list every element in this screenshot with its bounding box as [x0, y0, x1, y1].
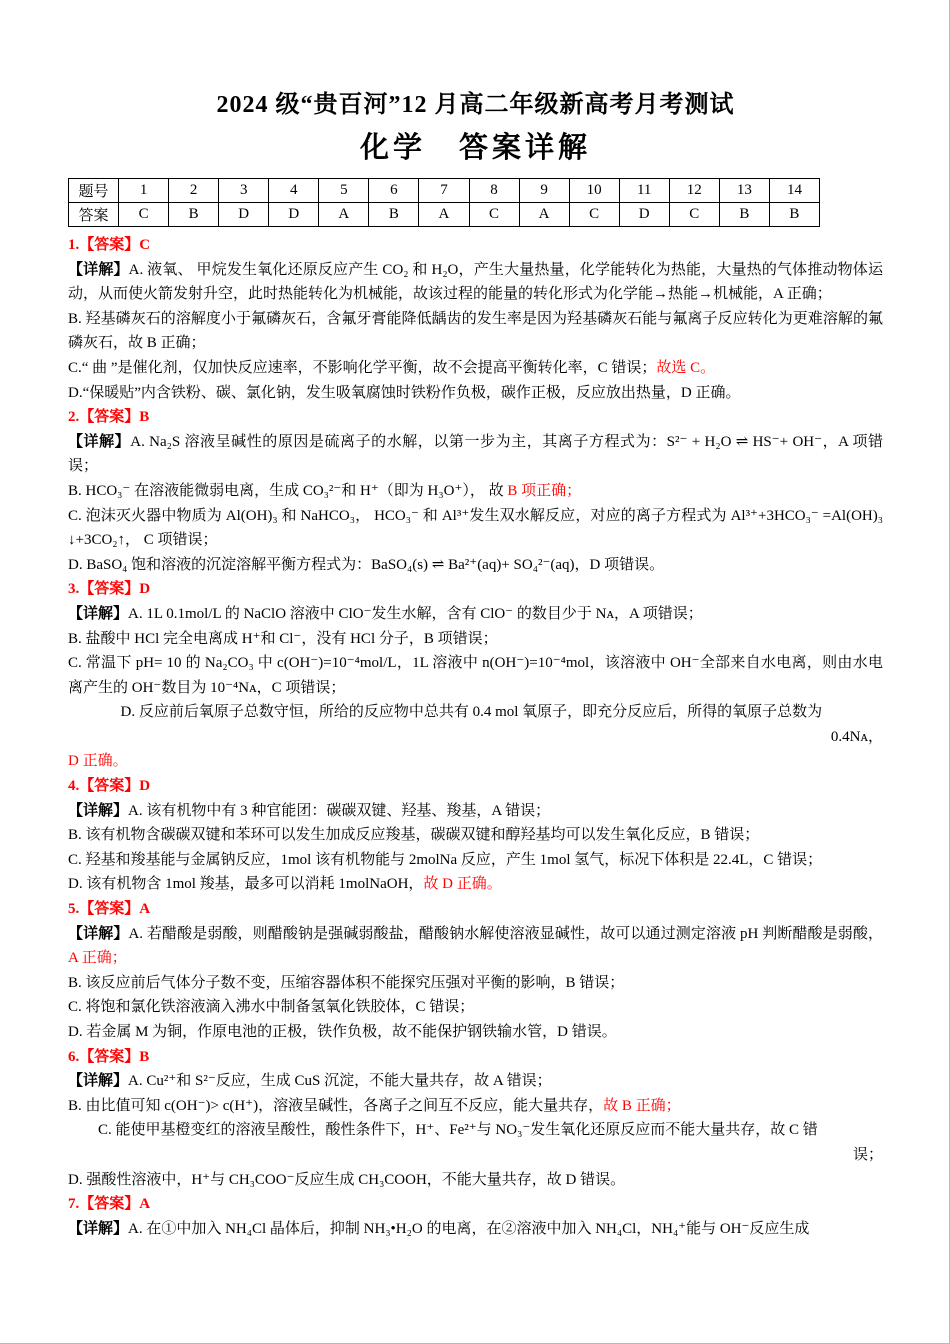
answer-table-cell: 2	[169, 179, 219, 203]
section-number: 4.	[68, 778, 80, 795]
answer-table-cell: 12	[669, 179, 719, 203]
explanation-paragraph	[68, 872, 883, 897]
text-run: B. 由比值可知 c(OH⁻)> c(H⁺)，溶液呈碱性，各离子之间互不反应，能大量共存，	[68, 1097, 604, 1114]
answer-label: 【答案】	[79, 778, 140, 795]
explanation-paragraph	[68, 258, 883, 307]
answer-table-cell: C	[119, 203, 169, 227]
answer-section	[68, 774, 883, 897]
answer-table-cell: D	[269, 203, 319, 227]
explanation-paragraph	[68, 479, 883, 504]
detail-label: 【详解】	[68, 1220, 129, 1237]
explanation-paragraph	[68, 971, 883, 996]
answer-table-cell: B	[169, 203, 219, 227]
answer-value: B	[139, 409, 150, 426]
detail-label: 【详解】	[68, 605, 129, 622]
section-number: 2.	[68, 409, 80, 426]
text-run: A. Cu²⁺和 S²⁻反应，生成 CuS 沉淀，不能大量共存，故 A 错误；	[128, 1073, 552, 1090]
answer-value: D	[139, 778, 151, 795]
answer-value: C	[139, 237, 151, 253]
answer-table-cell: D	[619, 203, 669, 227]
section-number: 3.	[68, 581, 80, 598]
section-answer-heading	[68, 233, 883, 258]
answer-value: B	[139, 1048, 150, 1065]
text-run: C.“ 曲 ”是催化剂，仅加快反应速率，不影响化学平衡，故不会提高平衡转化率，C 错误；	[68, 359, 657, 376]
answer-table-cell: C	[569, 203, 619, 227]
answer-table-cell: 3	[219, 179, 269, 203]
section-answer-heading	[68, 1192, 883, 1217]
text-run: A. 液氧、 甲烷发生氧化还原反应产生 CO₂ 和 H₂O，产生大量热量，化学能转化为热能，大量热的气体推动物体运动，从而使火箭发射升空，此时热能转化为机械能，故该过程的能量的转化形式为化学能→热能→机械能，A 正确；	[68, 261, 883, 303]
text-run: D.“保暖贴”内含铁粉、碳、氯化钠，发生吸氧腐蚀时铁粉作负极，碳作正极，反应放出热量，D 正确。	[68, 384, 741, 401]
answer-value: D	[139, 581, 151, 598]
answer-table-cell: 4	[269, 179, 319, 203]
detail-label: 【详解】	[68, 1073, 129, 1090]
explanation-paragraph	[68, 922, 883, 971]
answer-value: A	[139, 1196, 151, 1213]
explanation-paragraph	[68, 848, 883, 873]
answer-section	[68, 405, 883, 577]
explanation-paragraph	[68, 995, 883, 1020]
detail-label: 【详解】	[68, 433, 131, 450]
section-number: 7.	[68, 1196, 80, 1213]
explanation-paragraph	[68, 1168, 883, 1193]
sections-container	[68, 233, 883, 1241]
answer-table-cell: 8	[469, 179, 519, 203]
detail-label: 【详解】	[68, 261, 129, 278]
explanation-paragraph	[68, 627, 883, 652]
answer-table-cell: 7	[419, 179, 469, 203]
answer-table-cell: B	[369, 203, 419, 227]
explanation-paragraph	[68, 799, 883, 824]
explanation-paragraph	[68, 381, 883, 406]
highlight-text: D 正确。	[68, 753, 128, 770]
explanation-paragraph	[68, 651, 883, 700]
text-run: C. 羟基和羧基能与金属钠反应，1mol 该有机物能与 2molNa 反应，产生 1mol 氢气，标况下体积是 22.4L，C 错误；	[68, 851, 823, 868]
answer-table-cell: 10	[569, 179, 619, 203]
answer-section	[68, 897, 883, 1045]
text-run: D. 强酸性溶液中，H⁺与 CH₃COO⁻反应生成 CH₃COOH，不能大量共存，故 D 错误。	[68, 1171, 626, 1188]
highlight-text: A 正确；	[68, 950, 127, 967]
answer-table-cell: 11	[619, 179, 669, 203]
text-run: B. 羟基磷灰石的溶解度小于氟磷灰石，含氟牙膏能降低龋齿的发生率是因为羟基磷灰石能与氟离子反应转化为更难溶解的氟磷灰石，故 B 正确；	[68, 310, 883, 352]
section-number: 5.	[68, 901, 80, 918]
explanation-paragraph	[68, 1094, 883, 1119]
text-run: A. 在①中加入 NH₄Cl 晶体后，抑制 NH₃•H₂O 的电离，在②溶液中加入 NH₄Cl，NH₄⁺能与 OH⁻反应生成	[128, 1220, 810, 1237]
answer-label: 【答案】	[79, 901, 140, 918]
answer-table-cell: 6	[369, 179, 419, 203]
explanation-paragraph	[68, 1069, 883, 1094]
explanation-paragraph	[68, 1143, 883, 1168]
answer-label: 【答案】	[79, 581, 140, 598]
section-number: 6.	[68, 1048, 80, 1065]
text-run: D. BaSO₄ 饱和溶液的沉淀溶解平衡方程式为：BaSO₄(s) ⇌ Ba²⁺(aq)+ SO₄²⁻(aq)，D 项错误。	[68, 556, 665, 573]
text-run: D. 反应前后氧原子总数守恒，所给的反应物中总共有 0.4 mol 氧原子，即充分反应后，所得的氧原子总数为	[120, 704, 823, 721]
text-run: A. Na₂S 溶液呈碱性的原因是硫离子的水解，以第一步为主，其离子方程式为：S²⁻ + H₂O ⇌ HS⁻+ OH⁻，A 项错误；	[68, 433, 883, 475]
answer-table-header-cell: 题号	[69, 179, 119, 203]
answer-label: 【答案】	[79, 237, 140, 253]
text-run: 0.4Nᴀ，	[830, 728, 883, 745]
answer-table	[68, 178, 820, 227]
answer-section	[68, 233, 883, 405]
explanation-paragraph	[68, 700, 883, 725]
text-run: C. 将饱和氯化铁溶液滴入沸水中制备氢氧化铁胶体，C 错误；	[68, 999, 475, 1016]
text-run: A. 若醋酸是弱酸，则醋酸钠是强碱弱酸盐，醋酸钠水解使溶液显碱性，故可以通过测定溶液 pH 判断醋酸是弱酸，	[128, 925, 883, 942]
answer-table-cell: C	[669, 203, 719, 227]
answer-label: 【答案】	[79, 409, 140, 426]
text-run: A. 1L 0.1mol/L 的 NaClO 溶液中 ClO⁻发生水解，含有 ClO⁻ 的数目少于 Nᴀ，A 项错误；	[128, 605, 703, 622]
explanation-paragraph	[68, 504, 883, 553]
answer-table-row	[69, 179, 820, 203]
explanation-paragraph	[68, 307, 883, 356]
answer-table-cell: A	[519, 203, 569, 227]
text-run: B. HCO₃⁻ 在溶液能微弱电离，生成 CO₃²⁻和 H⁺（即为 H₃O⁺）， 故	[68, 482, 508, 499]
section-answer-heading	[68, 577, 883, 602]
section-answer-heading	[68, 1045, 883, 1070]
section-answer-heading	[68, 774, 883, 799]
answer-value: A	[139, 901, 151, 918]
text-run: B. 该有机物含碳碳双键和苯环可以发生加成反应羧基，碳碳双键和醇羟基均可以发生氧化反应，B 错误；	[68, 827, 760, 844]
answer-table-cell: A	[419, 203, 469, 227]
highlight-text: 故 D 正确。	[423, 876, 502, 893]
document-title: 2024 级“贵百河”12 月高二年级新高考月考测试	[216, 92, 735, 118]
explanation-paragraph	[68, 1020, 883, 1045]
text-run: 误；	[852, 1146, 883, 1163]
answer-table-header-cell: 答案	[69, 203, 119, 227]
answer-section	[68, 577, 883, 774]
text-run: B. 盐酸中 HCl 完全电离成 H⁺和 Cl⁻，没有 HCl 分子，B 项错误；	[68, 630, 498, 647]
explanation-paragraph	[68, 823, 883, 848]
text-run: B. 该反应前后气体分子数不变，压缩容器体积不能探究压强对平衡的影响，B 错误；	[68, 974, 625, 991]
detail-label: 【详解】	[68, 925, 129, 942]
section-answer-heading	[68, 405, 883, 430]
text-run: C. 能使甲基橙变红的溶液呈酸性，酸性条件下，H⁺、Fe²⁺与 NO₃⁻发生氧化还原反应而不能大量共存，故 C 错	[98, 1122, 818, 1139]
text-run: C. 泡沫灭火器中物质为 Al(OH)₃ 和 NaHCO₃， HCO₃⁻ 和 Al³⁺发生双水解反应，对应的离子方程式为 Al³⁺+3HCO₃⁻ =Al(OH)₃↓+3CO₂↑， C 项错误；	[68, 507, 883, 549]
answer-table-cell: 5	[319, 179, 369, 203]
detail-label: 【详解】	[68, 802, 129, 819]
explanation-paragraph	[68, 356, 883, 381]
highlight-text: 故选 C。	[656, 359, 716, 376]
explanation-paragraph	[68, 553, 883, 578]
answer-table-cell: C	[469, 203, 519, 227]
text-run: C. 常温下 pH= 10 的 Na₂CO₃ 中 c(OH⁻)=10⁻⁴mol/L，1L 溶液中 n(OH⁻)=10⁻⁴mol，该溶液中 OH⁻全部来自水电离，则由水电离产生的 OH⁻数目为 10⁻⁴Nᴀ，C 项错误；	[68, 655, 883, 696]
section-number: 1.	[68, 237, 80, 253]
highlight-text: 故 B 正确；	[603, 1097, 681, 1114]
answer-label: 【答案】	[79, 1048, 140, 1065]
answer-table-cell: B	[719, 203, 769, 227]
answer-table-cell: 13	[719, 179, 769, 203]
answer-table-cell: B	[769, 203, 819, 227]
document-subtitle: 化学 答案详解	[359, 132, 591, 164]
answer-table-row	[69, 203, 820, 227]
answer-table-cell: D	[219, 203, 269, 227]
explanation-paragraph	[68, 430, 883, 479]
highlight-text: B 项正确；	[507, 482, 582, 499]
answer-table-cell: 9	[519, 179, 569, 203]
explanation-paragraph	[68, 602, 883, 627]
section-answer-heading	[68, 897, 883, 922]
answer-section	[68, 1045, 883, 1193]
answer-table-cell: 1	[119, 179, 169, 203]
answer-label: 【答案】	[79, 1196, 140, 1213]
text-run: D. 若金属 M 为铜，作原电池的正极，铁作负极，故不能保护钢铁输水管，D 错误。	[68, 1024, 617, 1040]
explanation-paragraph	[68, 1118, 883, 1143]
explanation-paragraph	[68, 749, 883, 774]
answer-section	[68, 1192, 883, 1241]
answer-table-body	[69, 179, 820, 227]
answer-table-cell: A	[319, 203, 369, 227]
answer-table-cell: 14	[769, 179, 819, 203]
text-run: A. 该有机物中有 3 种官能团：碳碳双键、羟基、羧基，A 错误；	[128, 802, 551, 819]
explanation-paragraph	[68, 725, 883, 750]
explanation-paragraph	[68, 1217, 883, 1242]
text-run: D. 该有机物含 1mol 羧基，最多可以消耗 1molNaOH，	[68, 876, 424, 893]
